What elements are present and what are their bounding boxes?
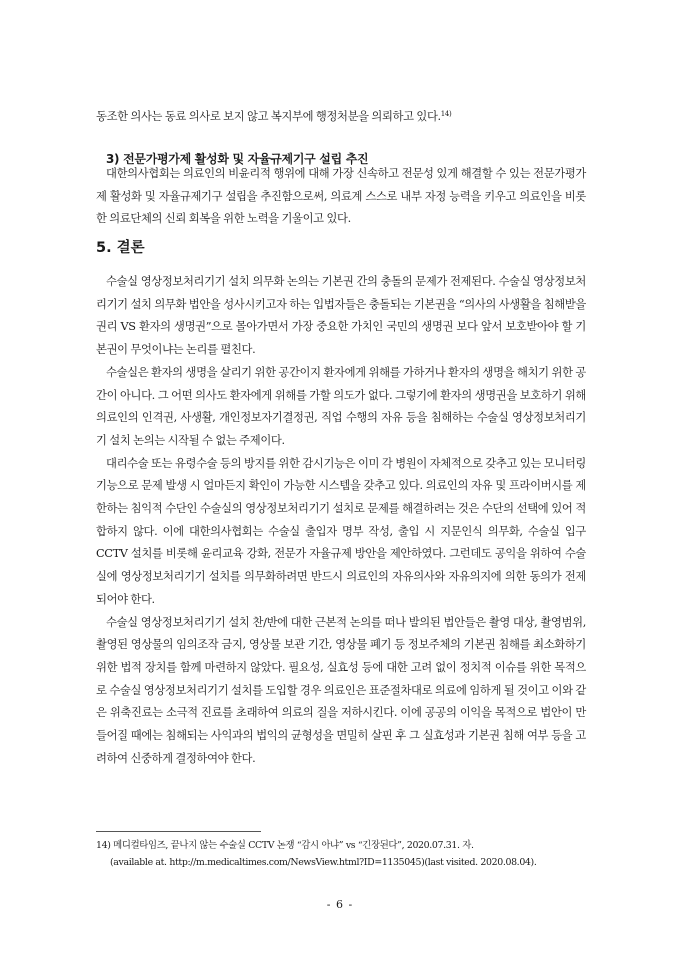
conclusion-paragraph-1: 수술실 영상정보처리기기 설치 의무화 논의는 기본권 간의 충돌의 문제가 전제된다. 수술실 영상정보처리기기 설치 의무화 법안을 성사시키고자 하는 입법자들은 충돌되는 기본권을 “의사의 사생활을 침해받을 권리 VS 환자의 생명권”으로 몰아가면서 가장 중요한 가치인 국민의 생명권 보다 앞서 보호받아야 할 기본권이 무엇이냐는 논리를 펼친다. xyxy=(96,275,586,357)
footnote-line-1: 14) 메디컬타임즈, 끝나지 않는 수술실 CCTV 논쟁 “감시 아냐” vs “긴장된다”, 2020.07.31. 자. xyxy=(96,840,474,851)
footnote-line-2: (available at. http://m.medicaltimes.com/NewsView.html?ID=1135045)(last visited. 2020.08.04). xyxy=(110,857,537,868)
subsection-heading: 3) 전문가평가제 활성화 및 자율규제기구 설립 추진 xyxy=(106,152,369,166)
footnote xyxy=(96,837,596,871)
footnote-ref-14[interactable]: 14) xyxy=(440,110,452,118)
conclusion-body xyxy=(96,271,586,770)
page-number: - 6 - xyxy=(326,898,354,911)
intro-paragraph xyxy=(96,106,586,129)
subsection-paragraph xyxy=(96,163,586,231)
section-heading: 5. 결론 xyxy=(96,240,145,256)
intro-text: 동조한 의사는 동료 의사로 보지 않고 복지부에 행정처분을 의뢰하고 있다. xyxy=(96,110,441,123)
conclusion-paragraph-3: 대리수술 또는 유령수술 등의 방지를 위한 감시기능은 이미 각 병원이 자체적으로 갖추고 있는 모니터링 기능으로 문제 발생 시 얼마든지 확인이 가능한 시스템을 갖추고 있다. 의료인의 자유 및 프라이버시를 제한하는 침익적 수단인 수술실의 영상정보처리기기 설치로 문제를 해결하려는 것은 수단의 선택에 있어 적합하지 않다. 이에 대한의사협회는 수술실 출입자 명부 작성, 출입 시 지문인식 의무화, 수술실 입구 CCTV 설치를 비롯해 윤리교육 강화, 전문가 자율규제 방안을 제안하였다. 그런데도 공익을 위하여 수술실에 영상정보처리기기 설치를 의무화하려면 반드시 의료인의 자유의사와 자유의지에 의한 동의가 전제되어야 한다. xyxy=(96,456,586,606)
conclusion-paragraph-2: 수술실은 환자의 생명을 살리기 위한 공간이지 환자에게 위해를 가하거나 환자의 생명을 해치기 위한 공간이 아니다. 그 어떤 의사도 환자에게 위해를 가할 의도가 없다. 그렇기에 환자의 생명권을 보호하기 위해 의료인의 인격권, 사생활, 개인정보자기결정권, 직업 수행의 자유 등을 침해하는 수술실 영상정보처리기기 설치 논의는 시작될 수 없는 주제이다. xyxy=(96,365,586,447)
subsection-paragraph-text: 대한의사협회는 의료인의 비윤리적 행위에 대해 가장 신속하고 전문성 있게 해결할 수 있는 전문가평가제 활성화 및 자율규제기구 설립을 추진함으로써, 의료계 스스로 내부 자정 능력을 키우고 의료인을 비롯한 의료단체의 신뢰 회복을 위한 노력을 기울이고 있다. xyxy=(96,167,586,226)
conclusion-paragraph-4: 수술실 영상정보처리기기 설치 찬/반에 대한 근본적 논의를 떠나 발의된 법안들은 촬영 대상, 촬영범위, 촬영된 영상물의 임의조작 금지, 영상물 보관 기간, 영상물 폐기 등 정보주체의 기본권 침해를 최소화하기 위한 법적 장치를 함께 마련하지 않았다. 필요성, 실효성 등에 대한 고려 없이 정치적 이슈를 위한 목적으로 수술실 영상정보처리기기 설치를 도입할 경우 의료인은 표준절차대로 의료에 임하게 될 것이고 이와 같은 위축진료는 소극적 진료를 초래하여 의료의 질을 저하시킨다. 이에 공공의 이익을 목적으로 법안이 만들어질 때에는 침해되는 사익과의 법익의 균형성을 면밀히 살핀 후 그 실효성과 기본권 침해 여부 등을 고려하여 신중하게 결정하여야 한다. xyxy=(96,615,586,765)
footnote-divider xyxy=(96,831,261,832)
